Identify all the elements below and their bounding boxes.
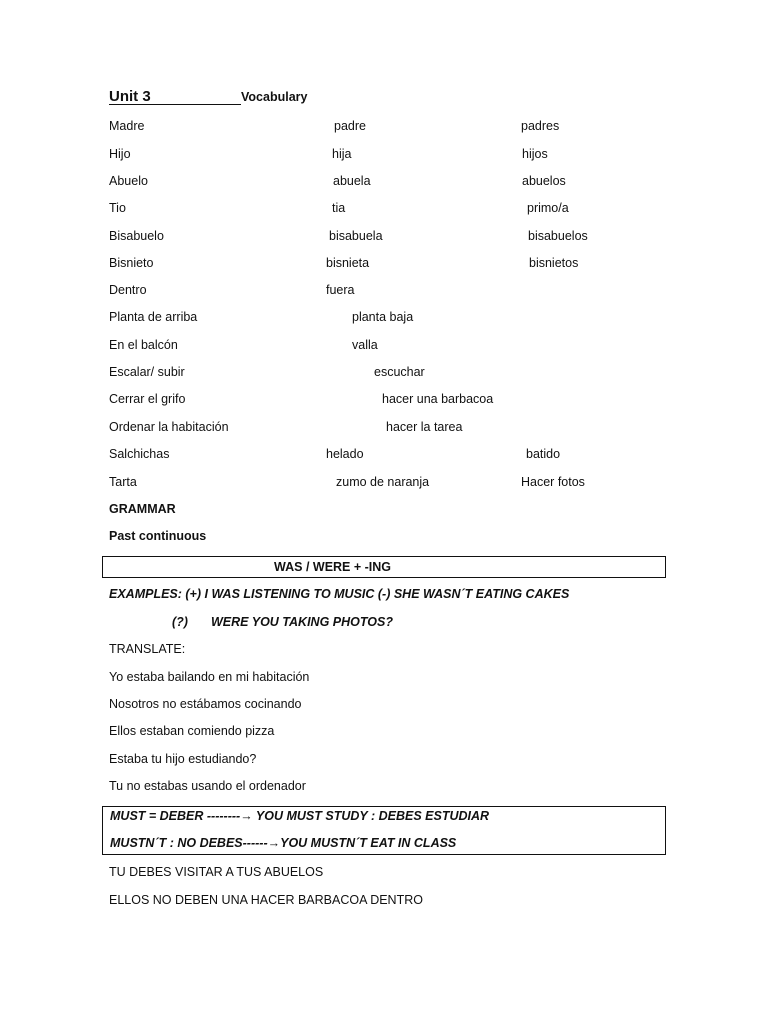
must-box xyxy=(102,806,666,855)
vocab-word: hacer la tarea xyxy=(386,420,463,434)
translate-sentence: Estaba tu hijo estudiando? xyxy=(109,752,257,766)
vocab-word: zumo de naranja xyxy=(336,475,430,489)
vocab-word: abuela xyxy=(333,174,371,188)
vocab-word: Madre xyxy=(109,119,145,133)
vocab-word: helado xyxy=(326,447,364,461)
vocab-word: hacer una barbacoa xyxy=(382,392,494,406)
vocab-word: En el balcón xyxy=(109,338,178,352)
formula-text: WAS / WERE + -ING xyxy=(274,560,392,574)
vocab-word: Bisabuelo xyxy=(109,229,164,243)
vocab-word: Escalar/ subir xyxy=(109,365,185,379)
translate-sentence: Nosotros no estábamos cocinando xyxy=(109,697,302,711)
translate-sentence: Tu no estabas usando el ordenador xyxy=(109,779,306,793)
exercise-sentence: ELLOS NO DEBEN UNA HACER BARBACOA DENTRO xyxy=(109,893,423,907)
vocab-word: padres xyxy=(521,119,560,133)
examples-question-mark: (?) xyxy=(172,615,188,629)
vocab-word: hijos xyxy=(522,147,548,161)
unit-title: Unit 3 xyxy=(109,88,151,105)
vocab-word: Dentro xyxy=(109,283,147,297)
vocab-word: hija xyxy=(332,147,352,161)
vocab-word: Hijo xyxy=(109,147,131,161)
vocab-word: bisabuelos xyxy=(528,229,588,243)
vocab-word: valla xyxy=(352,338,378,352)
title-underline xyxy=(109,104,241,105)
formula-box xyxy=(102,556,666,578)
must-line: MUST = DEBER --------→ YOU MUST STUDY : DEBES ESTUDIAR xyxy=(110,809,490,823)
vocab-word: Tio xyxy=(109,201,126,215)
vocab-word: bisnieta xyxy=(326,256,370,270)
vocab-word: escuchar xyxy=(374,365,425,379)
vocab-word: Ordenar la habitación xyxy=(109,420,229,434)
translate-sentence: Ellos estaban comiendo pizza xyxy=(109,724,275,738)
vocab-word: Salchichas xyxy=(109,447,170,461)
exercise-sentence: TU DEBES VISITAR A TUS ABUELOS xyxy=(109,865,324,879)
vocab-word: Hacer fotos xyxy=(521,475,585,489)
vocab-word: Cerrar el grifo xyxy=(109,392,186,406)
vocab-word: planta baja xyxy=(352,310,414,324)
translate-heading: TRANSLATE: xyxy=(109,642,186,656)
vocab-word: Tarta xyxy=(109,475,137,489)
vocab-word: abuelos xyxy=(522,174,566,188)
vocabulary-label: Vocabulary xyxy=(241,90,308,104)
vocab-word: tia xyxy=(332,201,346,215)
grammar-topic: Past continuous xyxy=(109,529,207,543)
grammar-heading: GRAMMAR xyxy=(109,502,176,516)
examples-line: EXAMPLES: (+) I WAS LISTENING TO MUSIC (-) SHE WASN´T EATING CAKES xyxy=(109,587,570,601)
vocab-word: bisabuela xyxy=(329,229,383,243)
vocab-word: bisnietos xyxy=(529,256,579,270)
vocab-word: Planta de arriba xyxy=(109,310,198,324)
vocab-word: primo/a xyxy=(527,201,569,215)
examples-question-text: WERE YOU TAKING PHOTOS? xyxy=(211,615,393,629)
vocab-word: padre xyxy=(334,119,366,133)
vocab-word: fuera xyxy=(326,283,355,297)
vocab-word: batido xyxy=(526,447,561,461)
vocab-word: Bisnieto xyxy=(109,256,154,270)
mustnt-line: MUSTN´T : NO DEBES------→YOU MUSTN´T EAT IN CLASS xyxy=(110,836,457,850)
vocab-word: Abuelo xyxy=(109,174,148,188)
translate-sentence: Yo estaba bailando en mi habitación xyxy=(109,670,310,684)
